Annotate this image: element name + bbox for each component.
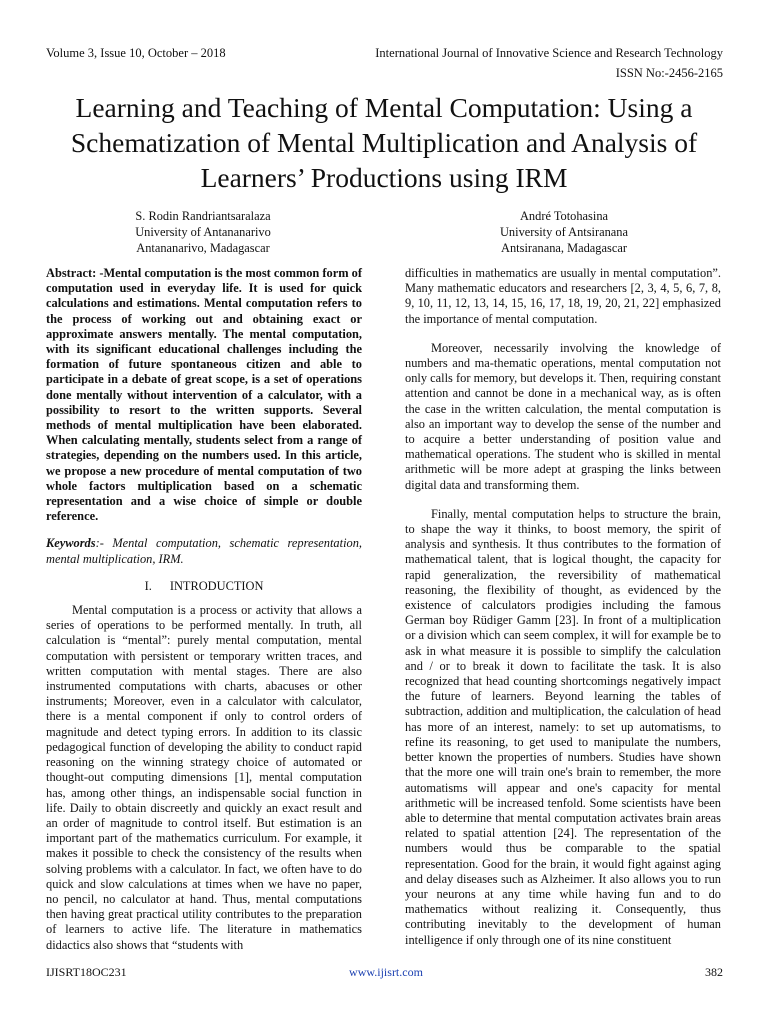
keywords-text: :- Mental computation, schematic representation, mental multiplication, IRM. [46,536,362,566]
author-location: Antsiranana, Madagascar [501,241,627,256]
keywords [46,536,362,566]
right-column [405,266,721,948]
author-affiliation: University of Antananarivo [135,225,271,240]
section-number: I. [144,578,152,593]
body-paragraph: Finally, mental computation helps to structure the brain, to shape the way it thinks, to boost memory, the spirit of analysis and synthesis. It thus contributes to the formation of mathematical talent, that is logical thought, the capacity for rapid generalization, the reversibility of mathematical reasoning, the flexibility of thought, as evidenced by the existence of calculators prodigies including the famous German boy Rüdiger Gamm [23]. In front of a multiplication or a division which can seem complex, it will for example be to ask in what measure it is possible to simplify the calculation and / or to break it down to facilitate the task. It is also recognized that head counting shortcomings negatively impact the future of learners. Beyond learning the tables of subtraction, addition and multiplication, the calculation of head has more of an interest, namely: to set up automatisms, to refine its reasoning, to get used to manipulate the numbers, better known the properties of numbers. Studies have shown that the more one will train one's brain to remember, the more automatisms will appear and one's capacity for mental arithmetic will be increased tenfold. Some scientists have been able to determine that mental computation activates brain areas related to spatial attention [24]. The representation of the numbers would thus be comparable to the spatial representation. Good for the brain, it would fight against aging and delay diseases such as Alzheimer. It also allows you to run your neurons at any time while having fun and to do mathematics without realizing it. Consequently, thus contributing inevitably to the development of human intelligence if only through one of its nine constituent [405,506,721,947]
author-name: S. Rodin Randriantsaralaza [135,209,271,223]
abstract: Abstract: -Mental computation is the most common form of computation used in everyday life. It is used for quick calculations and estimations. Mental computation refers to the process of working out and obtaining exact or approximate answers mentally. The mental computation, with its significant educational challenges including the formation of future spontaneous citizen and able to participate in a debate of great scope, is a set of operations done mentally without intervention of a calculator, with a possibility to resort to the written supports. Several methods of mental multiplication have been elaborated. When calculating mentally, students select from a range of strategies, depending on the numbers used. In this article, we propose a new procedure of mental computation of two whole factors multiplication based on a schematic representation and a wise choice of simple or double reference. [46,266,362,524]
author-block-1 [73,208,333,257]
left-column [46,266,362,953]
journal-name: International Journal of Innovative Science and Research Technology [375,46,723,60]
journal-volume: Volume 3, Issue 10, October – 2018 [46,46,226,60]
section-title: INTRODUCTION [169,578,264,593]
paper-title: Learning and Teaching of Mental Computation: Using a Schematization of Mental Multiplication and Analysis of Learners’ Productions using IRM [70,92,698,193]
author-location: Antananarivo, Madagascar [136,241,270,256]
author-block-2 [434,208,694,257]
intro-paragraph: Mental computation is a process or activity that allows a series of operations to be performed mentally. In truth, all calculation is “mental”: purely mental computation, mental computation with persistent or temporary written traces, and written computation with mental stages. There are also instrumented computations with charts, abacuses or other instruments; Moreover, even in a calculator with calculator, there is a mental component if only to control orders of magnitude and detect typing errors. In addition to its classic pedagogical function of developing the ability to conduct rapid reasoning on the winning strategy choice of automated or thought-out computing dimensions [1], mental computation has, among other things, an indispensable social function in life. Daily to obtain discreetly and quickly an exact result and an order of magnitude to control itself. But estimation is an important part of the mathematics curriculum. For example, it makes it possible to check the consistency of the results when solving problems with a calculator. In fact, we often have to do quick and slow calculations at times when we have no paper, no pencil, no calculator at hand. Thus, mental computations then having great practical utility contributes to the preparation of learners to active life. The literature in mathematics didactics also shows that “students with [46,603,362,952]
page-number: 382 [705,965,723,979]
issn-number: ISSN No:-2456-2165 [615,66,723,80]
article-code: IJISRT18OC231 [46,965,127,979]
body-paragraph: difficulties in mathematics are usually in mental computation”. Many mathematic educators and researchers [2, 3, 4, 5, 6, 7, 8, 9, 10, 11, 12, 13, 14, 15, 16, 17, 18, 19, 20, 21, 22] emphasized the importance of mental computation. [405,266,721,326]
author-affiliation: University of Antsiranana [499,225,628,240]
author-name: André Totohasina [519,209,609,223]
body-paragraph: Moreover, necessarily involving the knowledge of numbers and ma-thematic operations, mental computation not only calls for memory, but develops it. Then, requiring constant attention and cannot be done in a mechanical way, as is often the case in the written calculation, the mental computation is also an important way to develop the sense of the number and to acquire a better understanding of position value and mathematical operations. The student who is skilled in mental arithmetic will be more adept at grasping the links between digital data and transforming them. [405,340,721,492]
keywords-label: Keywords [46,536,96,551]
section-heading [46,579,362,594]
website-link[interactable]: www.ijisrt.com [349,965,423,979]
